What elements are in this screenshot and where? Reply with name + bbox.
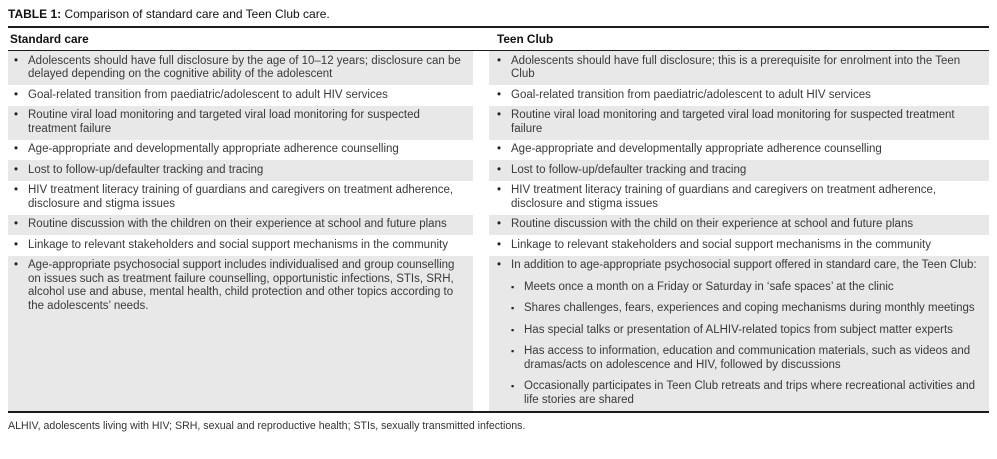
teen-club-cell: [489, 51, 989, 85]
cell-text: Goal-related transition from paediatric/adolescent to adult HIV services: [511, 88, 871, 101]
cell-text: Age-appropriate psychosocial support includes individualised and group counselling on issues such as treatment failure counselling, opportunistic infections, STIs, SRH, alcohol use and abuse, mental health, child protection and other topics according to the adolescents’ needs.: [28, 259, 455, 312]
bullet-icon: •: [14, 109, 19, 121]
bullet-icon: •: [497, 259, 502, 271]
column-header-standard-care: Standard care: [10, 32, 89, 46]
standard-care-cell: [8, 106, 473, 140]
cell-text: Routine discussion with the child on their experience at school and future plans: [511, 218, 914, 230]
teen-club-sub-item: [511, 281, 985, 295]
table-row: [8, 85, 989, 106]
bullet-icon: •: [14, 143, 19, 155]
table-row: [8, 160, 989, 181]
standard-care-cell: [8, 85, 473, 106]
square-bullet-icon: ▪: [511, 381, 515, 391]
bullet-icon: •: [14, 238, 19, 251]
column-gutter: [473, 160, 489, 181]
cell-text: Age-appropriate and developmentally appropriate adherence counselling: [511, 143, 882, 155]
cell-text: Adolescents should have full disclosure by the age of 10–12 years; disclosure can be delayed depending on the cognitive ability of the adolescent: [28, 54, 461, 80]
table-body: [8, 51, 989, 413]
table-caption-text: Comparison of standard care and Teen Club care.: [61, 7, 330, 21]
cell-text: Meets once a month on a Friday or Saturday in ‘safe spaces’ at the clinic: [524, 280, 894, 293]
column-gutter: [473, 140, 489, 161]
teen-club-cell: [489, 256, 989, 411]
teen-club-cell: [489, 215, 989, 236]
column-gutter: [473, 28, 489, 50]
bullet-icon: •: [497, 163, 502, 176]
table-row: [8, 256, 989, 411]
table-row: [8, 235, 989, 256]
bullet-icon: •: [497, 218, 502, 230]
standard-care-cell: [8, 181, 473, 215]
teen-club-sub-item: [511, 302, 985, 316]
table-caption: [8, 5, 989, 28]
cell-text: Shares challenges, fears, experiences and coping mechanisms during monthly meetings: [524, 302, 975, 314]
square-bullet-icon: ▪: [511, 346, 515, 356]
column-gutter: [473, 235, 489, 256]
cell-text: Adolescents should have full disclosure; this is a prerequisite for enrolment into the Teen Club: [511, 54, 961, 80]
teen-club-sub-item: [511, 345, 985, 372]
bullet-icon: •: [497, 54, 502, 67]
bullet-icon: •: [14, 88, 19, 101]
cell-text: Lost to follow-up/defaulter tracking and tracing: [28, 163, 264, 176]
bullet-icon: •: [14, 163, 19, 176]
table-row: [8, 140, 989, 161]
cell-text: Goal-related transition from paediatric/adolescent to adult HIV services: [28, 88, 388, 101]
standard-care-cell: [8, 51, 473, 85]
teen-club-cell: [489, 140, 989, 161]
square-bullet-icon: ▪: [511, 303, 515, 313]
teen-club-cell: [489, 85, 989, 106]
cell-text: HIV treatment literacy training of guardians and caregivers on treatment adherence, disclosure and stigma issues: [511, 184, 937, 210]
cell-text: Routine viral load monitoring and targeted viral load monitoring for suspected treatment failure: [28, 109, 420, 135]
square-bullet-icon: ▪: [511, 281, 515, 292]
cell-text: Routine viral load monitoring and targeted viral load monitoring for suspected treatment failure: [511, 109, 955, 135]
cell-text: Has access to information, education and communication materials, such as videos and dramas/acts on adolescence and HIV, followed by discussions: [524, 345, 971, 371]
teen-club-sub-item: [511, 380, 985, 407]
table-footnote: ALHIV, adolescents living with HIV; SRH, sexual and reproductive health; STIs, sexually transmitted infections.: [8, 419, 526, 432]
standard-care-cell: [8, 215, 473, 236]
teen-club-cell: [489, 181, 989, 215]
bullet-icon: •: [497, 109, 502, 121]
bullet-icon: •: [14, 218, 19, 230]
table-row: [8, 106, 989, 140]
teen-club-sub-item: [511, 324, 985, 338]
column-gutter: [473, 106, 489, 140]
table-row: [8, 51, 989, 85]
cell-text: Linkage to relevant stakeholders and social support mechanisms in the community: [511, 238, 931, 251]
column-gutter: [473, 85, 489, 106]
standard-care-cell: [8, 235, 473, 256]
cell-text: Lost to follow-up/defaulter tracking and tracing: [511, 163, 747, 176]
column-gutter: [473, 256, 489, 411]
standard-care-cell: [8, 140, 473, 161]
teen-club-cell: [489, 106, 989, 140]
column-gutter: [473, 215, 489, 236]
cell-text: Occasionally participates in Teen Club retreats and trips where recreational activities and life stories are shared: [524, 380, 976, 406]
cell-text: In addition to age-appropriate psychosocial support offered in standard care, the Teen Club:: [511, 259, 977, 271]
standard-care-cell: [8, 160, 473, 181]
bullet-icon: •: [14, 259, 19, 271]
bullet-icon: •: [497, 88, 502, 101]
square-bullet-icon: ▪: [511, 324, 515, 335]
cell-text: HIV treatment literacy training of guardians and caregivers on treatment adherence, disclosure and stigma issues: [28, 184, 454, 210]
bullet-icon: •: [497, 184, 502, 196]
cell-text: Age-appropriate and developmentally appropriate adherence counselling: [28, 143, 399, 155]
bullet-icon: •: [497, 143, 502, 155]
cell-text: Has special talks or presentation of ALHIV-related topics from subject matter experts: [524, 323, 953, 336]
bullet-icon: •: [14, 54, 19, 67]
teen-club-cell: [489, 160, 989, 181]
table-row: [8, 181, 989, 215]
column-gutter: [473, 181, 489, 215]
table-header-row: [8, 28, 989, 51]
table-row: [8, 215, 989, 236]
column-gutter: [473, 51, 489, 85]
cell-text: Linkage to relevant stakeholders and social support mechanisms in the community: [28, 238, 448, 251]
standard-care-cell: [8, 256, 473, 411]
bullet-icon: •: [14, 184, 19, 196]
column-header-teen-club: Teen Club: [497, 32, 554, 46]
teen-club-cell: [489, 235, 989, 256]
bullet-icon: •: [497, 238, 502, 251]
table-number-label: TABLE 1:: [8, 7, 62, 21]
cell-text: Routine discussion with the children on their experience at school and future plans: [28, 218, 447, 230]
